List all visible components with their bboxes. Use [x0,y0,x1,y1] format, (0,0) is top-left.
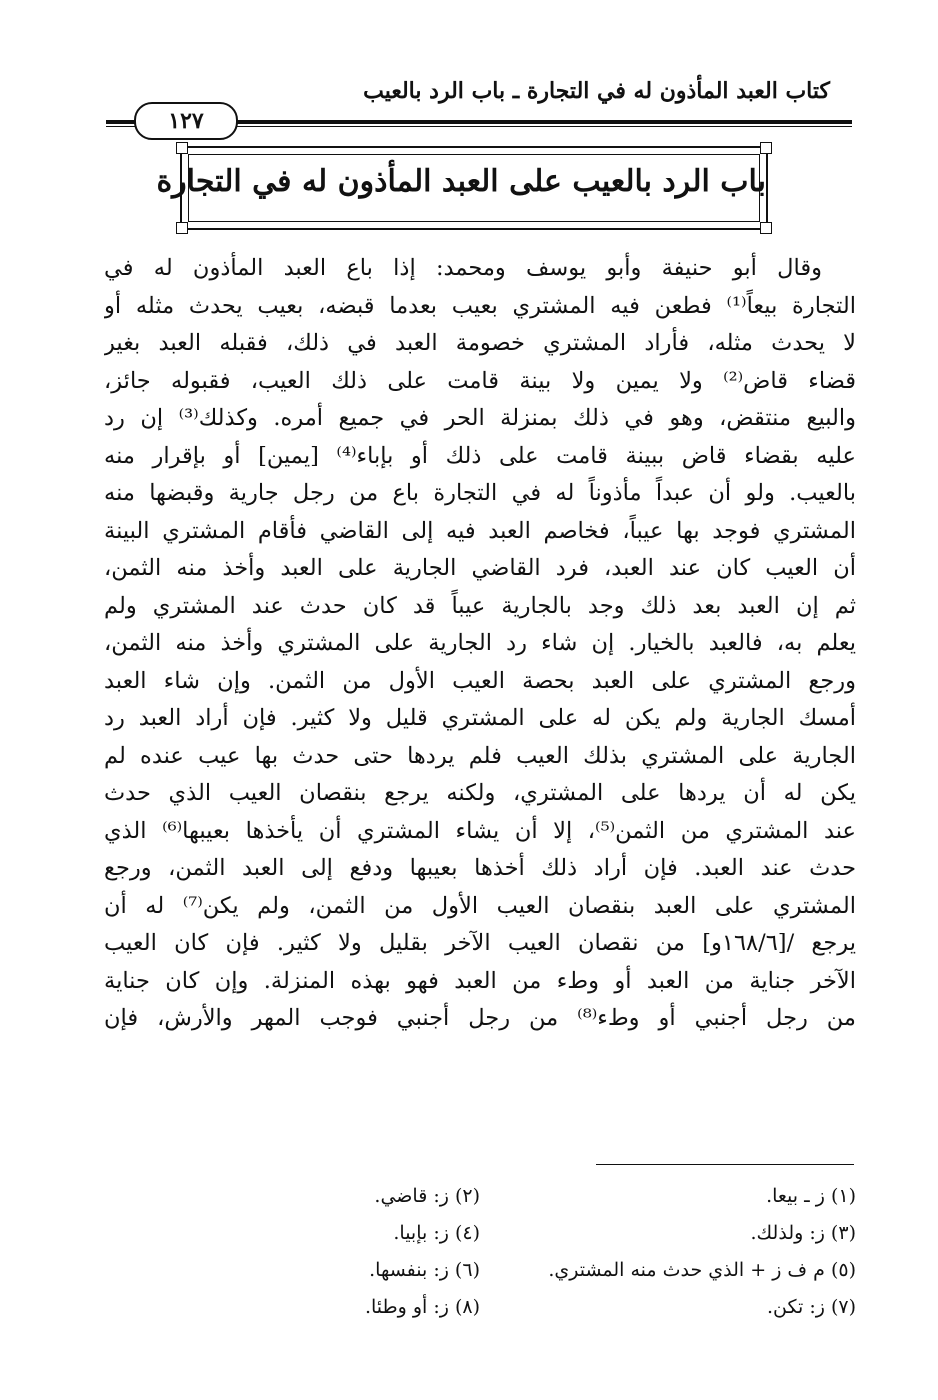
running-header: كتاب العبد المأذون له في التجارة ـ باب الرد بالعيب [363,78,830,104]
body-line: ثم إن العبد بعد ذلك وجد بالجارية عيباً قد كان حدث عند المشتري ولم [104,592,856,619]
body-text [104,250,856,1038]
footnote-row [104,1215,856,1252]
body-line: يكن له أن يردها على المشتري، ولكنه يرجع بنقصان العيب الذي حدث [104,780,856,806]
body-line: بالعيب. ولو أن عبداً مأذوناً له في التجارة باع من رجل جارية وقبضها منه [104,480,856,506]
body-line: عليه بقضاء قاض ببينة قامت على ذلك أو بإباء⁽⁴⁾ [يمين] أو بإقرار منه [104,442,856,469]
body-line: وقال أبو حنيفة وأبو يوسف ومحمد: إذا باع العبد المأذون له في [104,255,822,281]
frame-corner-ornament [760,222,772,234]
body-line: لا يحدث مثله، فأراد المشتري خصومة العبد في ذلك، فقبله العبد بغير [104,330,856,356]
page-number: ١٢٧ [134,102,238,140]
body-line: المشتري فوجد بها عيباً، فخاصم العبد فيه إلى القاضي فأقام المشتري البينة [104,517,856,544]
body-line: أن العيب كان عند العبد، فرد القاضي الجارية على العبد وأخذ منه الثمن، [104,555,856,581]
footnotes [104,1178,856,1326]
chapter-title: باب الرد بالعيب على العبد المأذون له في التجارة [156,164,766,199]
footnote-row [104,1289,856,1326]
footnote: (٢) ز: قاضي. [374,1185,480,1207]
body-line: من رجل أجنبي أو وطء⁽⁸⁾ من رجل أجنبي فوجب المهر والأرش، فإن [104,1005,856,1031]
frame-corner-ornament [760,142,772,154]
body-line: يعلم به، فالعبد بالخيار. إن شاء رد الجارية على المشتري وأخذ منه الثمن، [104,630,856,656]
body-line: الجارية على المشتري بذلك العيب فلم يردها حتى حدث بها عيب عنده لم [104,742,856,769]
footnote-separator [596,1164,854,1165]
frame-corner-ornament [176,222,188,234]
body-line: قضاء قاض⁽²⁾ ولا يمين ولا بينة قامت على ذلك العيب، فقبوله جائز، [104,367,856,394]
body-line: يرجع /[١٦٨/٦و] من نقصان العيب الآخر بقليل ولا كثير. فإن كان العيب [104,930,856,956]
footnote: (٤) ز: بإبيا. [393,1222,480,1244]
footnote: (٨) ز: أو وطئا. [364,1296,480,1318]
footnote: (٣) ز: ولذلك. [750,1222,856,1244]
body-line: المشتري على العبد بنقصان العيب الأول من الثمن، ولم يكن⁽⁷⁾ له أن [104,892,856,919]
chapter-title-frame [156,146,768,230]
body-line: حدث عند العبد. فإن أراد ذلك أخذها بعيبها ودفع إلى العبد الثمن، ورجع [104,855,856,881]
footnote: (٧) ز: تكن. [767,1296,856,1318]
footnote-row [104,1178,856,1215]
body-line: أمسك الجارية ولم يكن له على المشتري قليل ولا كثير. فإن أراد العبد رد [104,705,856,731]
body-line: والبيع منتقض، وهو في ذلك بمنزلة الحر في جميع أمره. وكذلك⁽³⁾ إن رد [104,405,856,431]
footnote: (٦) ز: بنفسها. [369,1259,480,1281]
body-line: التجارة بيعاً⁽¹⁾ فطعن فيه المشتري بعيب بعدما قبضه، بعيب يحدث مثله أو [104,292,856,319]
footnote: (١) ز ـ بيعا. [766,1185,856,1207]
footnote-row [104,1252,856,1289]
body-line: عند المشتري من الثمن⁽⁵⁾، إلا أن يشاء المشتري أن يأخذها بعيبها⁽⁶⁾ الذي [104,817,856,844]
body-line: الآخر جناية من العبد أو وطء من العبد فهو بهذه المنزلة. وإن كان جناية [104,967,856,994]
body-line: ورجع المشتري على العبد بحصة العيب الأول من الثمن. وإن شاء العبد [104,667,856,694]
frame-corner-ornament [176,142,188,154]
footnote: (٥) م ف ز + الذي حدث منه المشتري. [548,1259,856,1281]
